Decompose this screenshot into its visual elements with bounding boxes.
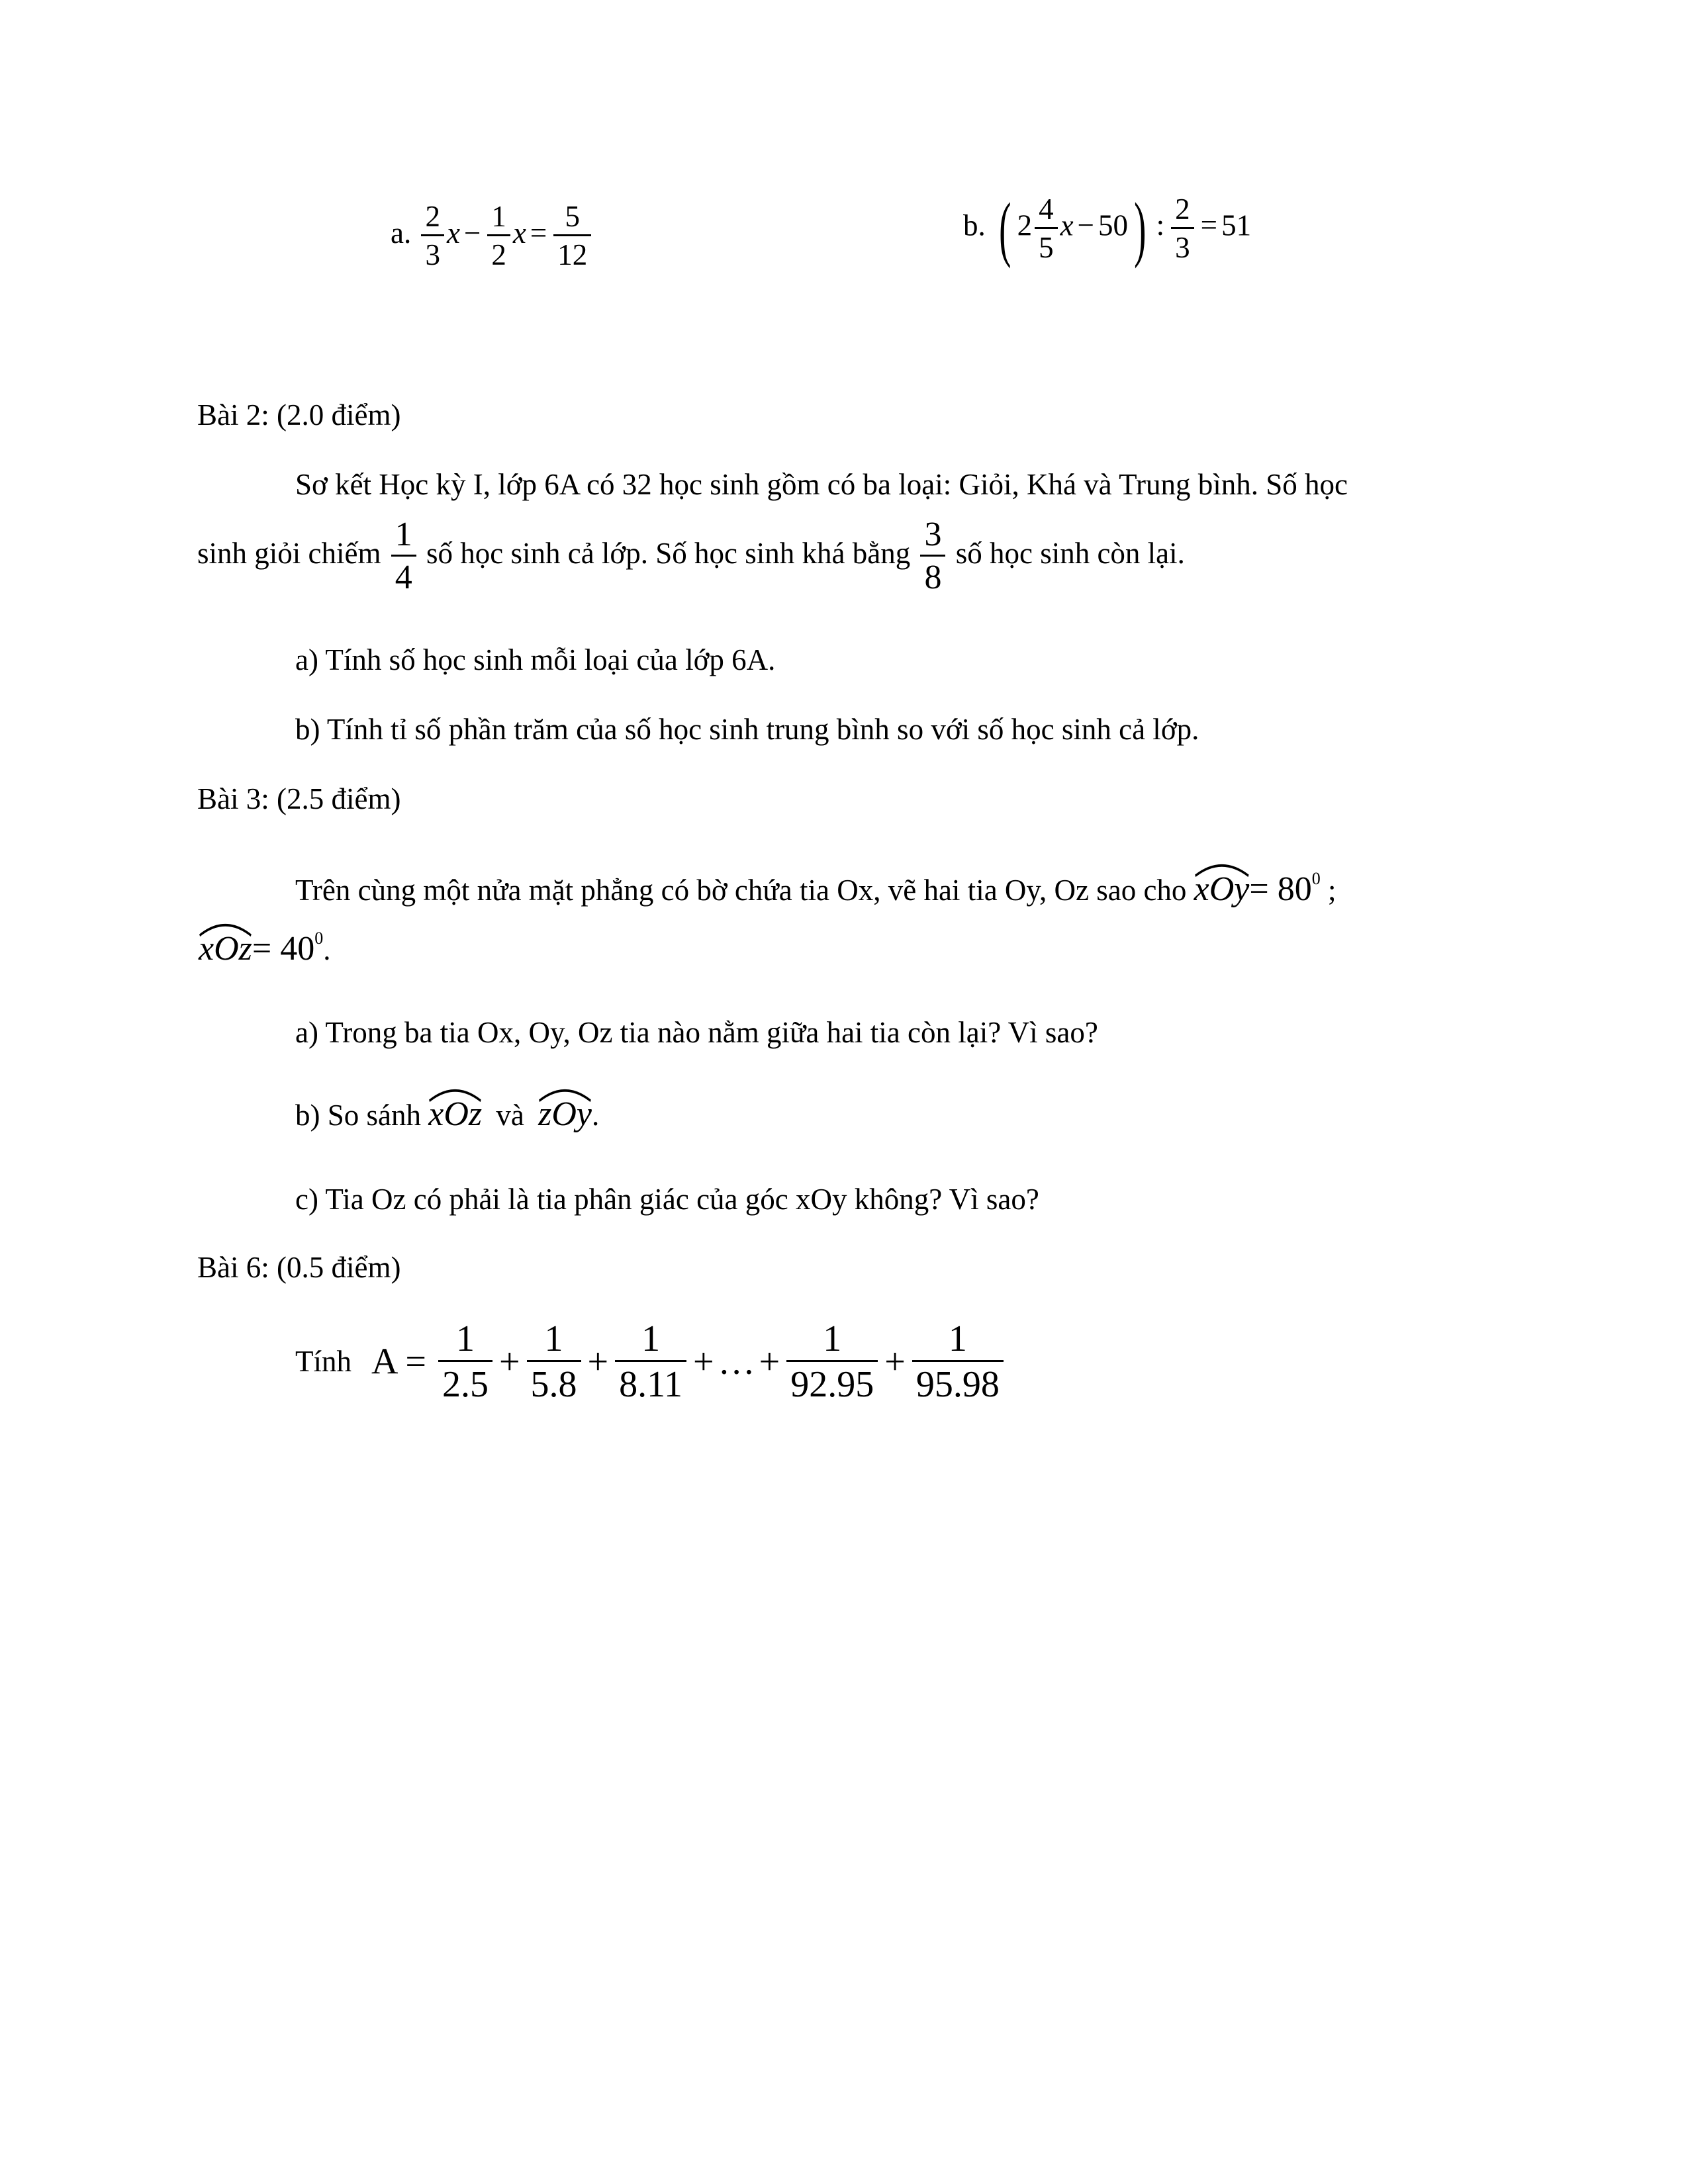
fraction: $\frac{2}{3}$ [421, 202, 444, 270]
bai2-question-a: a) Tính số học sinh mỗi loại của lớp 6A. [295, 643, 776, 676]
equation-a-label: a. [391, 216, 412, 250]
bai6-heading: Bài 6: (0.5 điểm) [197, 1251, 401, 1284]
sum-term: $\frac{1}{8.11}$ [615, 1320, 686, 1403]
fraction: $\frac{4}{5}$ [1035, 195, 1058, 263]
angle-zoy: zOy [538, 1085, 592, 1132]
bai3-question-c: c) Tia Oz có phải là tia phân giác của góc xOy không? Vì sao? [295, 1183, 1039, 1216]
bai2-heading: Bài 2: (2.0 điểm) [197, 398, 401, 432]
bai3-question-a: a) Trong ba tia Ox, Oy, Oz tia nào nằm giữa hai tia còn lại? Vì sao? [295, 1016, 1098, 1049]
fraction: $\frac{1}{4}$ [391, 518, 416, 595]
equation-b-label: b. [963, 208, 986, 242]
bai2-line1: Sơ kết Học kỳ I, lớp 6A có 32 học sinh gồm có ba loại: Giỏi, Khá và Trung bình. Số học [295, 468, 1348, 501]
left-paren: ( [999, 188, 1011, 269]
sum-term: $\frac{1}{95.98}$ [912, 1320, 1004, 1403]
sum-term: $\frac{1}{5.8}$ [527, 1320, 581, 1403]
equation-b: b. ( 2 $\frac{4}{5}$ x − 50) : $\frac{2}{3}$ = 51 [963, 188, 1252, 269]
bai3-heading: Bài 3: (2.5 điểm) [197, 782, 401, 815]
fraction: $\frac{3}{8}$ [920, 518, 945, 595]
angle-xoz: xOz [428, 1085, 482, 1132]
fraction: $\frac{2}{3}$ [1171, 195, 1194, 263]
angle-xoy: xOy [1194, 860, 1250, 907]
angle-xoz: xOz [199, 920, 252, 966]
bai3-line2: $xOz= 40^0$. [199, 920, 330, 966]
right-paren: ) [1134, 188, 1147, 269]
bai2-question-b: b) Tính tỉ số phần trăm của số học sinh trung bình so với số học sinh cả lớp. [295, 713, 1199, 746]
bai6-expression: Tính A = $\frac{1}{2.5}$ + $\frac{1}{5.8}$ + $\frac{1}{8.11}$ + … + $\frac{1}{92.95}$ + $\frac{1}{95.98}$ [295, 1320, 1006, 1403]
fraction: $\frac{5}{12}$ [553, 202, 591, 270]
equation-a: a. $\frac{2}{3}$ x − $\frac{1}{2}$ x = $\frac{5}{12}$ [391, 202, 594, 270]
bai3-line1: Trên cùng một nửa mặt phẳng có bờ chứa tia Ox, vẽ hai tia Oy, Oz sao cho $xOy= 80^0$ ; [295, 860, 1336, 907]
bai3-question-b: b) So sánh xOz và zOy. [295, 1085, 599, 1132]
fraction: $\frac{1}{2}$ [487, 202, 510, 270]
sum-term: $\frac{1}{2.5}$ [438, 1320, 492, 1403]
sum-term: $\frac{1}{92.95}$ [786, 1320, 878, 1403]
bai2-line2: sinh giỏi chiếm $\frac{1}{4}$ số học sinh cả lớp. Số học sinh khá bằng $\frac{3}{8}$ số học sinh còn lại. [197, 516, 1185, 596]
